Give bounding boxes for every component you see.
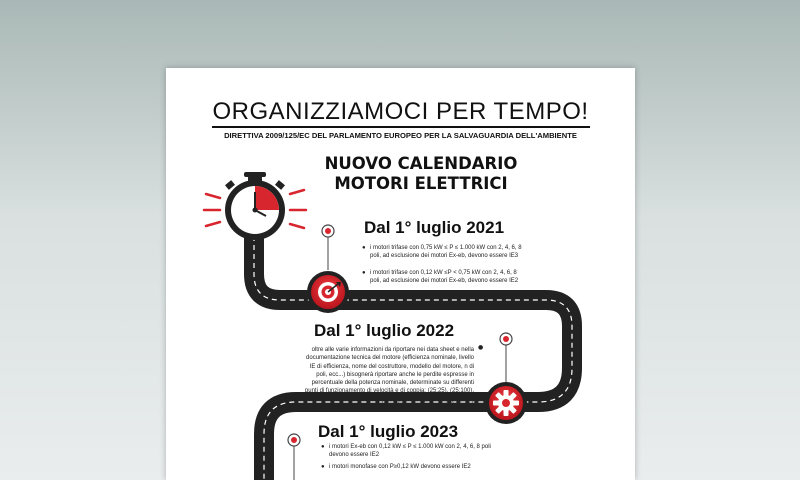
milestone-date-2023: Dal 1° luglio 2023: [318, 422, 459, 441]
poster-title: ORGANIZZIAMOCI PER TEMPO!: [212, 98, 589, 125]
heading-line-1: NUOVO CALENDARIO: [324, 154, 518, 173]
poster: [166, 68, 635, 480]
gear-icon: [485, 382, 527, 424]
heading-line-2: MOTORI ELETTRICI: [334, 174, 508, 193]
milestone-2021-bullet-1: ● i motori trifase con 0,75 kW ≤ P ≤ 1.000 kW con 2, 4, 6, 8 poli, ad esclusione dei motori Ex-eb, devono essere IE3: [370, 244, 620, 260]
milestone-2021-bullet-2: ● i motori trifase con 0,12 kW ≤P < 0,75 kW con 2, 4, 6, 8 poli, ad esclusione dei motori Ex-eb, devono essere IE2: [370, 269, 620, 285]
pin-marker-2022: [500, 333, 512, 382]
target-icon: [307, 271, 349, 313]
milestone-2023-bullet-2: ● i motori monofase con P≥0,12 kW devono essere IE2: [329, 463, 619, 471]
pin-marker-2021: [322, 225, 334, 270]
bullet-dot: ●: [478, 344, 484, 351]
pin-marker-2023: [288, 434, 300, 480]
milestone-2022-paragraph: oltre alle varie informazioni da riportare nei data sheet e nella documentazione tecnica del motore (efficienza nominale, livello IE di efficienza, nome del costruttore, modello del motore, n di poli, ecc...) bisognerà riportare anche le perdite espresse in percentuale della potenza nominale, determinate su differenti punti di funzionamento di velocità e di coppia: (25;25), (25;100), (50;25), (50;50), (50;100), (90;50), (90;100): [304, 347, 474, 403]
poster-subtitle: DIRETTIVA 2009/125/EC DEL PARLAMENTO EUROPEO PER LA SALVAGUARDIA DELL'AMBIENTE: [224, 131, 577, 140]
milestone-2023-bullet-1: ● i motori Ex-eb con 0,12 kW ≤ P ≤ 1.000 kW con 2, 4, 6, 8 poli devono essere IE2: [329, 443, 619, 459]
milestone-date-2021: Dal 1° luglio 2021: [364, 218, 505, 237]
title-underline: [212, 126, 590, 128]
milestone-date-2022: Dal 1° luglio 2022: [314, 321, 455, 340]
